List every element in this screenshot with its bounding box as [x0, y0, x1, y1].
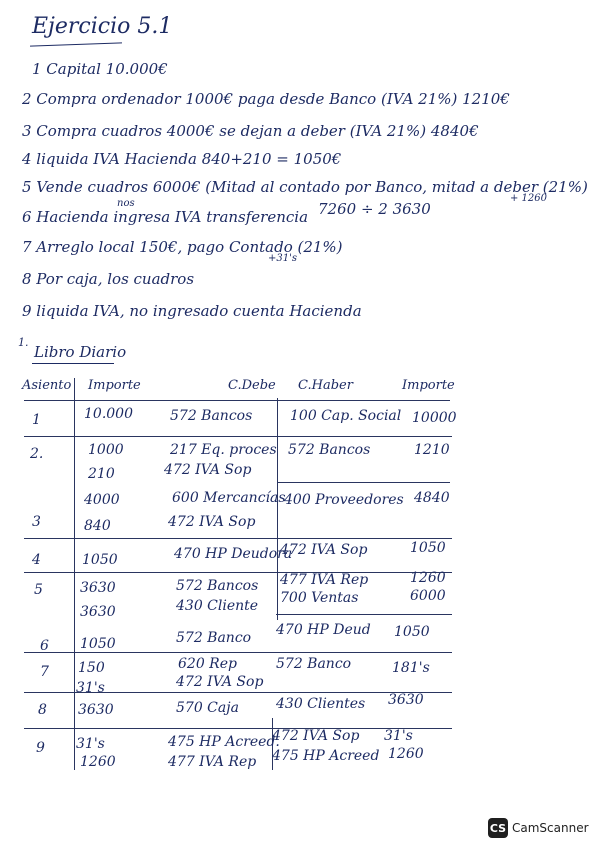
statement-6: 6 Hacienda ingresa IVA transferencia: [22, 208, 309, 226]
statement-1: 1 Capital 10.000€: [32, 60, 168, 78]
entry-haber-account: 472 IVA Sop: [280, 542, 368, 558]
entry-debe-amount: 840: [84, 518, 111, 534]
entry-number: 7: [40, 664, 49, 680]
row-divider: [24, 400, 450, 401]
entry-debe-amount: 3630: [80, 604, 116, 620]
entry-debe-account: 477 IVA Rep: [168, 754, 257, 770]
entry-debe-amount: 210: [88, 466, 115, 482]
entry-debe-account: 217 Eq. proces: [170, 442, 277, 458]
entry-debe-account: 600 Mercancías: [172, 490, 286, 506]
entry-debe-account: 572 Banco: [176, 630, 252, 646]
entry-debe-account: 570 Caja: [176, 700, 239, 716]
entry-debe-amount: 150: [78, 660, 105, 676]
entry-debe-account: 572 Bancos: [170, 408, 253, 424]
header-cuenta-debe: C.Debe: [228, 378, 276, 393]
entry-number: 3: [32, 514, 41, 530]
entry-debe-amount: 1050: [82, 552, 118, 568]
entry-debe-account: 475 HP Acreed.: [168, 734, 280, 750]
header-asiento: Asiento: [22, 378, 72, 393]
entry-haber-amount: 10000: [412, 410, 457, 426]
header-cuenta-haber: C.Haber: [298, 378, 353, 393]
entry-haber-amount: 1050: [394, 624, 430, 640]
title-underline: [30, 42, 122, 46]
header-importe-haber: Importe: [402, 378, 455, 393]
statement-6-calc: 7260 ÷ 2 3630: [318, 200, 431, 218]
entry-debe-amount: 3630: [80, 580, 116, 596]
statement-7-note: +31's: [268, 253, 297, 264]
entry-haber-amount: 1210: [414, 442, 450, 458]
entry-haber-amount: 6000: [410, 588, 446, 604]
entry-debe-amount: 1260: [80, 754, 116, 770]
camscanner-label: CamScanner: [512, 821, 589, 835]
journal-title: Libro Diario: [34, 343, 127, 361]
entry-debe-amount: 1050: [80, 636, 116, 652]
statement-8: 8 Por caja, los cuadros: [22, 270, 195, 288]
entry-debe-amount: 10.000: [84, 406, 133, 422]
entry-haber-amount: 4840: [414, 490, 450, 506]
entry-debe-amount: 31's: [76, 736, 105, 752]
statement-6-superscript: nos: [117, 198, 135, 209]
entry-haber-account: 100 Cap. Social: [290, 408, 402, 424]
statement-2: 2 Compra ordenador 1000€ paga desde Banco (IVA 21%) 1210€: [22, 90, 510, 108]
entry-debe-account: 430 Cliente: [176, 598, 259, 614]
row-divider: [278, 482, 450, 483]
entry-debe-amount: 3630: [78, 702, 114, 718]
entry-haber-account: 700 Ventas: [280, 590, 359, 606]
entry-haber-amount: 181's: [392, 660, 430, 676]
statement-9: 9 liquida IVA, no ingresado cuenta Hacienda: [22, 302, 362, 320]
row-divider: [24, 538, 452, 539]
entry-number: 8: [38, 702, 47, 718]
entry-debe-amount: 31's: [76, 680, 105, 696]
row-divider: [24, 652, 452, 653]
entry-debe-amount: 1000: [88, 442, 124, 458]
entry-haber-account: 470 HP Deud: [276, 622, 371, 638]
statement-3: 3 Compra cuadros 4000€ se dejan a deber (IVA 21%) 4840€: [22, 122, 479, 140]
entry-haber-account: 472 IVA Sop: [272, 728, 360, 744]
entry-debe-account: 472 IVA Sop: [176, 674, 264, 690]
entry-number: 2.: [30, 446, 44, 462]
entry-debe-account: 572 Bancos: [176, 578, 259, 594]
row-divider: [24, 572, 452, 573]
entry-debe-account: 620 Rep: [178, 656, 237, 672]
entry-haber-account: 475 HP Acreed: [272, 748, 380, 764]
entry-haber-amount: 31's: [384, 728, 413, 744]
entry-haber-amount: 1050: [410, 540, 446, 556]
statement-4: 4 liquida IVA Hacienda 840+210 = 1050€: [22, 150, 342, 168]
entry-debe-amount: 4000: [84, 492, 120, 508]
entry-number: 4: [32, 552, 41, 568]
exercise-title: Ejercicio 5.1: [32, 14, 173, 39]
row-divider: [24, 436, 452, 437]
row-divider: [276, 614, 452, 615]
journal-title-underline: [32, 363, 114, 364]
entry-debe-account: 472 IVA Sop: [164, 462, 252, 478]
entry-number: 1: [32, 412, 41, 428]
entry-haber-account: 572 Bancos: [288, 442, 371, 458]
statement-5-note: + 1260: [510, 193, 548, 204]
entry-number: 9: [36, 740, 45, 756]
entry-haber-account: 477 IVA Rep: [280, 572, 369, 588]
camscanner-logo-icon: CS: [488, 818, 508, 838]
camscanner-watermark: [488, 818, 589, 838]
entry-haber-account: 572 Banco: [276, 656, 352, 672]
entry-haber-amount: 1260: [410, 570, 446, 586]
entry-haber-account: 430 Clientes: [276, 696, 366, 712]
entry-debe-account: 470 HP Deudora: [174, 546, 293, 562]
entry-haber-account: 400 Proveedores: [284, 492, 404, 508]
stray-mark: 1.: [18, 336, 29, 349]
entry-haber-amount: 3630: [388, 692, 424, 708]
column-divider-2: [277, 398, 278, 620]
entry-number: 5: [34, 582, 43, 598]
entry-haber-amount: 1260: [388, 746, 424, 762]
entry-debe-account: 472 IVA Sop: [168, 514, 256, 530]
header-importe-debe: Importe: [88, 378, 141, 393]
statement-7: 7 Arreglo local 150€, pago Contado (21%): [22, 238, 343, 256]
statement-5: 5 Vende cuadros 6000€ (Mitad al contado por Banco, mitad a deber (21%): [22, 178, 588, 196]
entry-number: 6: [40, 638, 49, 654]
